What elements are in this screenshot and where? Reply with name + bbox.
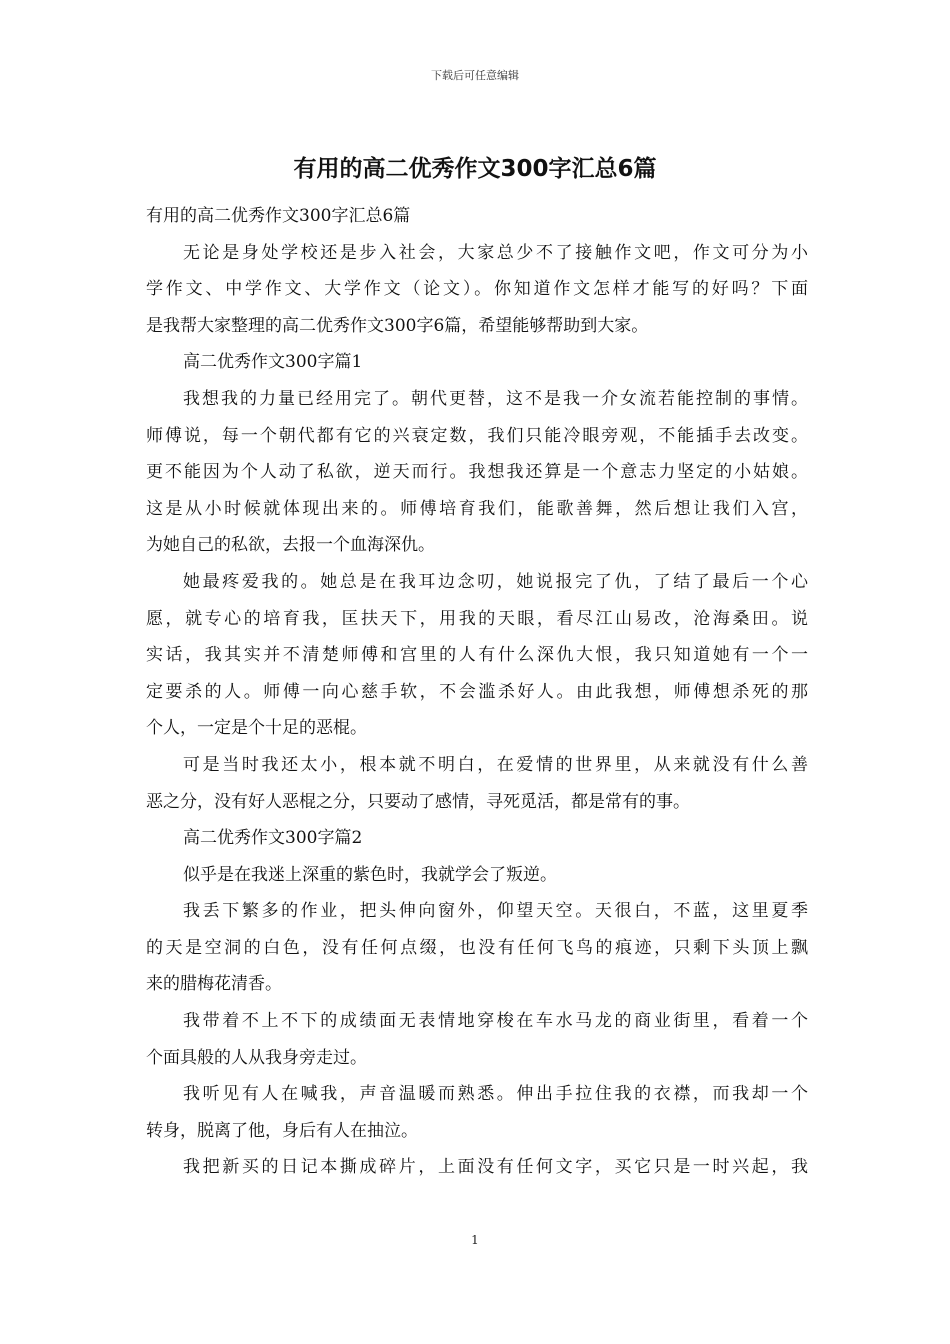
text-line: 我听见有人在喊我，声音温暖而熟悉。伸出手拉住我的衣襟，而我却一个 [183, 1084, 808, 1105]
text-line: 定要杀的人。师傅一向心慈手软，不会滥杀好人。由此我想，师傅想杀死的那 [146, 681, 808, 702]
text-line: 无论是身处学校还是步入社会，大家总少不了接触作文吧，作文可分为小 [183, 242, 808, 263]
text-line: 有用的高二优秀作文300字汇总6篇 [146, 206, 411, 226]
text-line: 我想我的力量已经用完了。朝代更替，这不是我一介女流若能控制的事情。 [183, 388, 808, 409]
text-line: 高二优秀作文300字篇2 [183, 828, 363, 849]
text-line: 我把新买的日记本撕成碎片，上面没有任何文字，买它只是一时兴起，我 [183, 1157, 808, 1178]
page-header: 下载后可任意编辑 [431, 69, 519, 82]
text-line: 这是从小时候就体现出来的。师傅培育我们，能歌善舞，然后想让我们入宫， [146, 498, 808, 519]
text-line: 个面具般的人从我身旁走过。 [146, 1047, 367, 1068]
text-line: 为她自己的私欲，去报一个血海深仇。 [146, 535, 435, 556]
text-line: 似乎是在我迷上深重的紫色时，我就学会了叛逆。 [183, 864, 557, 885]
text-line: 愿，就专心的培育我，匡扶天下，用我的天眼，看尽江山易改，沧海桑田。说 [146, 608, 808, 629]
text-line: 更不能因为个人动了私欲，逆天而行。我想我还算是一个意志力坚定的小姑娘。 [146, 462, 808, 483]
text-line: 是我帮大家整理的高二优秀作文300字6篇，希望能够帮助到大家。 [146, 315, 649, 336]
text-line: 我带着不上不下的成绩面无表情地穿梭在车水马龙的商业街里，看着一个 [183, 1011, 808, 1032]
text-line: 我丢下繁多的作业，把头伸向窗外，仰望天空。天很白，不蓝，这里夏季 [183, 901, 808, 922]
document-body [146, 198, 808, 1186]
text-line: 可是当时我还太小，根本就不明白，在爱情的世界里，从来就没有什么善 [183, 754, 808, 775]
text-line: 她最疼爱我的。她总是在我耳边念叨，她说报完了仇，了结了最后一个心 [183, 571, 808, 592]
text-line: 个人，一定是个十足的恶棍。 [146, 718, 367, 739]
text-line: 实话，我其实并不清楚师傅和宫里的人有什么深仇大恨，我只知道她有一个一 [146, 645, 808, 666]
text-line: 高二优秀作文300字篇1 [183, 352, 363, 373]
document-title: 有用的高二优秀作文300字汇总6篇 [293, 156, 657, 182]
page-number: 1 [471, 1233, 479, 1247]
text-line: 的天是空洞的白色，没有任何点缀，也没有任何飞鸟的痕迹，只剩下头顶上飘 [146, 937, 808, 958]
text-line: 恶之分，没有好人恶棍之分，只要动了感情，寻死觅活，都是常有的事。 [146, 791, 690, 812]
text-line: 学作文、中学作文、大学作文（论文）。你知道作文怎样才能写的好吗？下面 [146, 279, 808, 300]
text-line: 师傅说，每一个朝代都有它的兴衰定数，我们只能冷眼旁观，不能插手去改变。 [146, 425, 808, 446]
text-line: 转身，脱离了他，身后有人在抽泣。 [146, 1120, 418, 1141]
text-line: 来的腊梅花清香。 [146, 974, 282, 995]
